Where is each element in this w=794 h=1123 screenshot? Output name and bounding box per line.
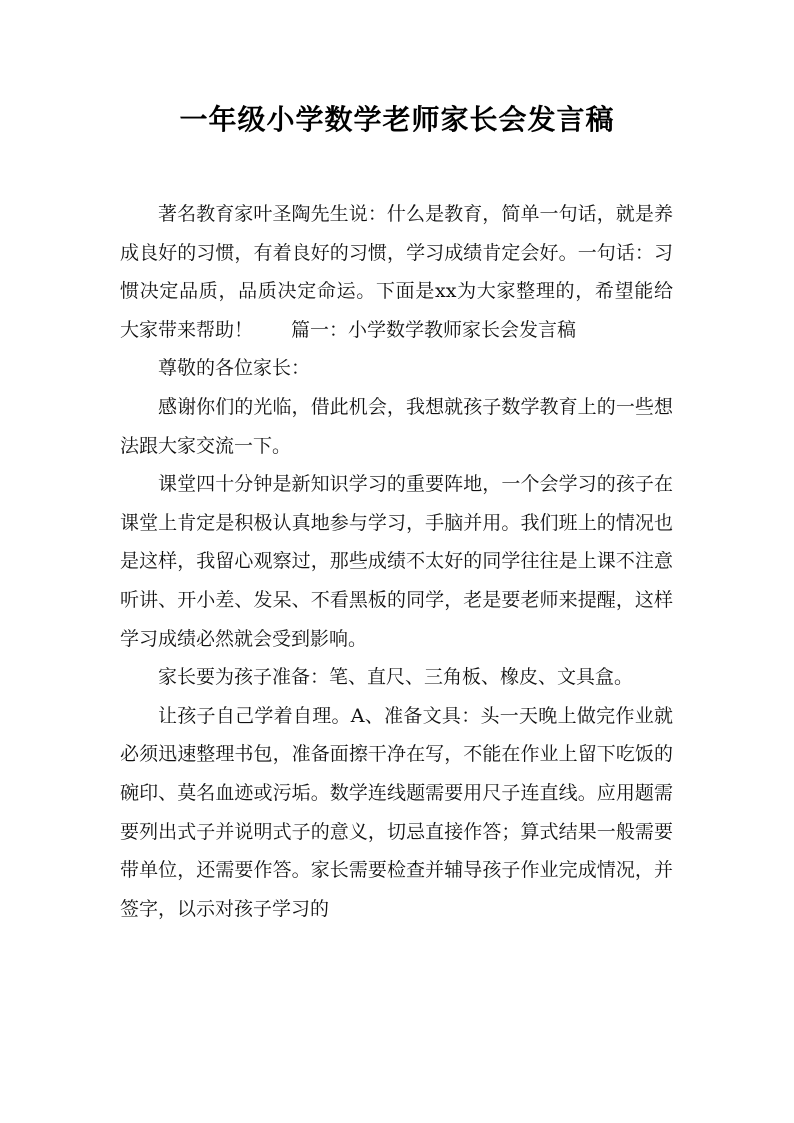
paragraph-intro: 著名教育家叶圣陶先生说：什么是教育，简单一句话，就是养成良好的习惯，有着良好的习惯，学习成绩肯定会好。一句话：习惯决定品质，品质决定命运。下面是xx为大家整理的，希望能给大家带来帮助！ 篇一：小学数学教师家长会发言稿: [120, 203, 673, 341]
paragraph-thanks: 感谢你们的光临，借此机会，我想就孩子数学教育上的一些想法跟大家交流一下。: [120, 395, 673, 457]
paragraph-greeting: 尊敬的各位家长：: [158, 357, 311, 380]
document-body: [120, 195, 673, 928]
paragraph-classroom: 课堂四十分钟是新知识学习的重要阵地，一个会学习的孩子在课堂上肯定是积极认真地参与学习，手脑并用。我们班上的情况也是这样，我留心观察过，那些成绩不太好的同学往往是上课不注意听讲、开小差、发呆、不看黑板的同学，老是要老师来提醒，这样学习成绩必然就会受到影响。: [120, 473, 673, 650]
paragraph-self-management: 让孩子自己学着自理。A、准备文具：头一天晚上做完作业就必须迅速整理书包，准备面擦干净在写，不能在作业上留下吃饭的碗印、莫名血迹或污垢。数学连线题需要用尺子连直线。应用题需要列出式子并说明式子的意义，切忌直接作答；算式结果一般需要带单位，还需要作答。家长需要检查并辅导孩子作业完成情况，并签字，以示对孩子学习的: [120, 704, 673, 920]
paragraph-supplies: 家长要为孩子准备：笔、直尺、三角板、橡皮、文具盒。: [158, 666, 634, 689]
document-title: 一年级小学数学老师家长会发言稿: [179, 103, 615, 136]
